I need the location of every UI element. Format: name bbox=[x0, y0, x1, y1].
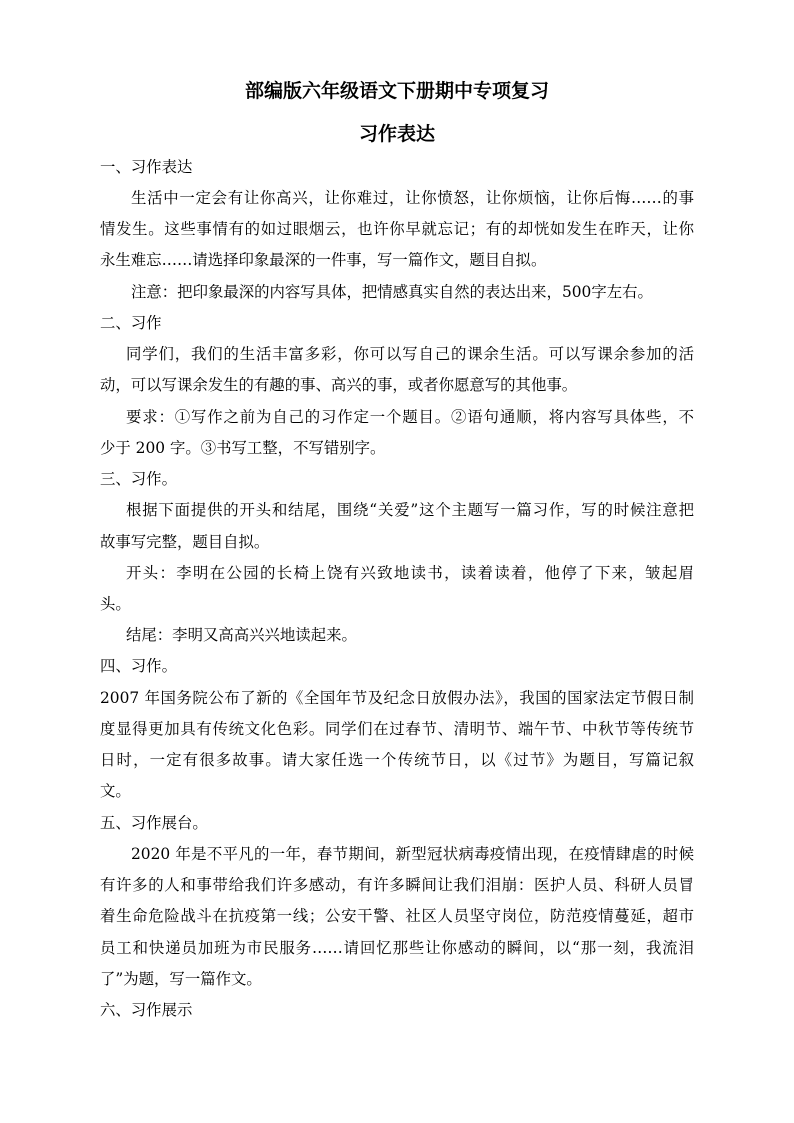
paragraph-line: 故事写完整，题目自拟。 bbox=[100, 533, 270, 551]
paragraph-line: 了”为题，写一篇作文。 bbox=[100, 970, 262, 988]
section-heading: 二、习作 bbox=[100, 314, 162, 332]
paragraph-line: 生活中一定会有让你高兴，让你难过，让你愤怒，让你烦恼，让你后悔……的事 bbox=[131, 189, 694, 207]
section-heading: 四、习作。 bbox=[100, 657, 177, 675]
paragraph-line: 员工和快递员加班为市民服务……请回忆那些让你感动的瞬间，以“那一刻，我流泪 bbox=[100, 939, 694, 957]
paragraph-line: 根据下面提供的开头和结尾，围绕“关爱”这个主题写一篇习作，写的时候注意把 bbox=[126, 501, 694, 519]
paragraph-line: 同学们，我们的生活丰富多彩，你可以写自己的课余生活。可以写课余参加的活 bbox=[126, 345, 694, 363]
paragraph-line: 少于 200 字。③书写工整，不写错别字。 bbox=[100, 439, 386, 457]
paragraph-line: 要求：①写作之前为自己的习作定一个题目。②语句通顺，将内容写具体些，不 bbox=[126, 408, 694, 426]
paragraph-line: 注意：把印象最深的内容写具体，把情感真实自然的表达出来，500字左右。 bbox=[131, 283, 653, 301]
section-heading: 一、习作表达 bbox=[100, 158, 193, 176]
paragraph-line: 2007 年国务院公布了新的《全国年节及纪念日放假办法》，我国的国家法定节假日制 bbox=[100, 689, 694, 707]
paragraph-line: 动，可以写课余发生的有趣的事、高兴的事，或者你愿意写的其他事。 bbox=[100, 376, 578, 394]
section-heading: 六、习作展示 bbox=[100, 1001, 193, 1019]
paragraph-line: 日时，一定有很多故事。请大家任选一个传统节日，以《过节》为题目，写篇记叙 bbox=[100, 751, 694, 769]
paragraph-line: 永生难忘……请选择印象最深的一件事，写一篇作文，题目自拟。 bbox=[100, 251, 547, 269]
paragraph-line: 有许多的人和事带给我们许多感动，有许多瞬间让我们泪崩：医护人员、科研人员冒 bbox=[100, 876, 694, 894]
paragraph-line: 结尾：李明又高高兴兴地读起来。 bbox=[126, 626, 357, 644]
paragraph-line: 2020 年是不平凡的一年，春节期间，新型冠状病毒疫情出现，在疫情肆虐的时候 bbox=[131, 845, 694, 863]
paragraph-line: 情发生。这些事情有的如过眼烟云，也许你早就忘记；有的却恍如发生在昨天，让你 bbox=[100, 220, 694, 238]
section-heading: 三、习作。 bbox=[100, 470, 177, 488]
paragraph-line: 开头：李明在公园的长椅上饶有兴致地读书，读着读着，他停了下来，皱起眉 bbox=[126, 564, 694, 582]
paragraph-line: 文。 bbox=[100, 782, 131, 800]
document-title: 部编版六年级语文下册期中专项复习 bbox=[244, 80, 549, 102]
section-heading: 五、习作展台。 bbox=[100, 814, 208, 832]
document-subtitle: 习作表达 bbox=[358, 123, 435, 145]
paragraph-line: 着生命危险战斗在抗疫第一线；公安干警、社区人员坚守岗位，防范疫情蔓延，超市 bbox=[100, 907, 694, 925]
paragraph-line: 头。 bbox=[100, 595, 131, 613]
paragraph-line: 度显得更加具有传统文化色彩。同学们在过春节、清明节、端午节、中秋节等传统节 bbox=[100, 720, 694, 738]
